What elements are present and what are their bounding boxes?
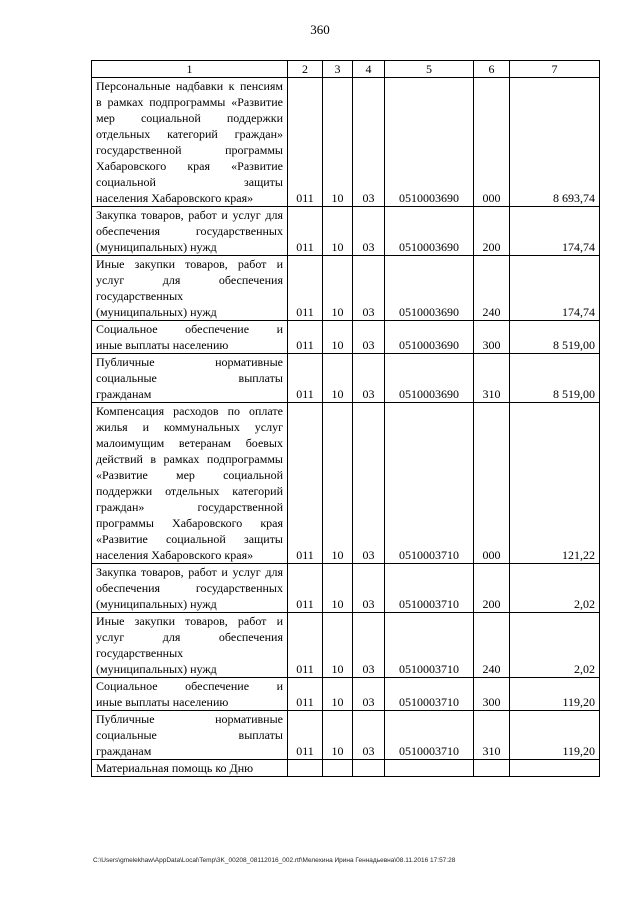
expense-name [92,207,288,256]
expense-name-line: социальной поддержки [140,111,284,125]
subsection-code: 03 [353,678,385,711]
header-col-5: 5 [385,61,474,78]
expense-name-line: государственных [195,581,283,595]
section-code: 10 [323,678,353,711]
expense-name [92,321,288,354]
ministry-code: 011 [288,613,323,678]
expense-name [92,256,288,321]
table-row [92,321,600,354]
section-code: 10 [323,403,353,564]
header-col-2: 2 [288,61,323,78]
table-row [92,256,600,321]
section-code: 10 [323,207,353,256]
expense-name-line: Публичные нормативные [96,712,283,726]
target-article-code: 0510003690 [385,321,474,354]
expense-name-line: гражданам [96,387,152,401]
section-code [323,760,353,777]
amount: 8 519,00 [510,354,600,403]
ministry-code: 011 [288,256,323,321]
table-row [92,613,600,678]
expense-name-line: боевых действий в рамках [96,436,283,466]
target-article-code: 0510003710 [385,711,474,760]
header-col-7: 7 [510,61,600,78]
subsection-code: 03 [353,613,385,678]
expense-name-line: услуг для обеспечения [96,273,283,287]
section-code: 10 [323,613,353,678]
section-code: 10 [323,256,353,321]
table-row [92,354,600,403]
expense-name-line: граждан» государственной [96,500,283,514]
expense-name-line: населения Хабаровского края» [96,191,254,205]
header-row [92,61,600,78]
amount: 119,20 [510,678,600,711]
header-col-6: 6 [474,61,510,78]
expense-name-line: программы Хабаровского края [96,143,283,173]
expense-name-line: подпрограммы «Развитие мер [96,95,284,125]
expense-type-code: 300 [474,321,510,354]
expense-name-line: иные выплаты населению [96,695,229,709]
expense-name-line: отдельных категорий [165,484,283,498]
target-article-code: 0510003710 [385,678,474,711]
table-row [92,78,600,207]
expense-name-line: (муниципальных) нужд [96,662,217,676]
ministry-code: 011 [288,403,323,564]
expense-name [92,78,288,207]
amount: 8 693,74 [510,78,600,207]
header-col-1: 1 [92,61,288,78]
expense-name-line: пенсиям в рамках [96,79,283,109]
expense-type-code: 000 [474,78,510,207]
header-col-3: 3 [323,61,353,78]
target-article-code: 0510003690 [385,354,474,403]
amount: 121,22 [510,403,600,564]
ministry-code: 011 [288,678,323,711]
expense-name-line: населения Хабаровского края» [96,548,254,562]
table-row [92,403,600,564]
subsection-code [353,760,385,777]
expense-type-code: 310 [474,354,510,403]
expense-name [92,678,288,711]
expense-name [92,403,288,564]
expense-name [92,564,288,613]
header-col-4: 4 [353,61,385,78]
section-code: 10 [323,564,353,613]
expense-name-line: государственных [96,289,184,303]
expense-name-line: Материальная помощь ко Дню [96,761,254,775]
expense-name-line: социальные выплаты [96,371,283,385]
expense-name-line: «Развитие социальной защиты [96,159,283,189]
expense-name-line: иные выплаты населению [96,338,229,352]
expense-name [92,760,288,777]
subsection-code: 03 [353,256,385,321]
expense-name-line: отдельных категорий [96,127,218,141]
target-article-code [385,760,474,777]
expense-type-code: 310 [474,711,510,760]
expense-name-line: «Развитие социальной защиты [96,532,283,546]
amount: 174,74 [510,256,600,321]
amount: 8 519,00 [510,321,600,354]
section-code: 10 [323,354,353,403]
expense-name-line: государственных [96,646,184,660]
target-article-code: 0510003690 [385,78,474,207]
amount: 2,02 [510,613,600,678]
expense-name-line: услуг для обеспечения [96,630,283,644]
expense-name-line: Иные закупки товаров, работ и [96,257,283,271]
subsection-code: 03 [353,78,385,207]
subsection-code: 03 [353,403,385,564]
expense-name [92,354,288,403]
section-code: 10 [323,711,353,760]
expense-name-line: подпрограммы «Развитие мер [96,452,283,482]
expense-name-line: государственных [195,224,283,238]
target-article-code: 0510003690 [385,207,474,256]
ministry-code: 011 [288,321,323,354]
subsection-code: 03 [353,564,385,613]
expense-name-line: социальные выплаты [96,728,283,742]
ministry-code: 011 [288,207,323,256]
subsection-code: 03 [353,207,385,256]
expense-type-code: 000 [474,403,510,564]
ministry-code: 011 [288,354,323,403]
expense-name [92,711,288,760]
expense-name-line: Персональные надбавки к [96,79,235,93]
target-article-code: 0510003690 [385,256,474,321]
expense-name-line: гражданам [96,744,152,758]
subsection-code: 03 [353,321,385,354]
expense-name-line: Закупка товаров, работ и услуг [96,565,261,579]
expense-type-code: 300 [474,678,510,711]
ministry-code: 011 [288,711,323,760]
target-article-code: 0510003710 [385,564,474,613]
expense-name-line: для обеспечения [96,565,284,595]
expense-type-code: 200 [474,564,510,613]
expense-name-line: услуг малоимущим ветеранам [96,420,284,450]
table-row [92,678,600,711]
subsection-code: 03 [353,711,385,760]
target-article-code: 0510003710 [385,403,474,564]
expense-name-line: (муниципальных) нужд [96,597,217,611]
expense-name-line: программы Хабаровского края [96,516,283,530]
ministry-code: 011 [288,564,323,613]
expense-type-code: 240 [474,256,510,321]
table-row [92,207,600,256]
section-code: 10 [323,321,353,354]
expense-name-line: оплате жилья и коммунальных [96,404,283,434]
expense-name-line: (муниципальных) нужд [96,240,217,254]
expense-type-code: 200 [474,207,510,256]
expense-name-line: социальной поддержки [96,468,283,498]
expense-name-line: Социальное обеспечение и [96,679,283,693]
budget-table [91,60,600,777]
table-row [92,564,600,613]
expense-name-line: Компенсация расходов по [96,404,240,418]
table-row [92,711,600,760]
section-code: 10 [323,78,353,207]
expense-name-line: Иные закупки товаров, работ и [96,614,283,628]
amount: 119,20 [510,711,600,760]
expense-name-line: Закупка товаров, работ и услуг [96,208,261,222]
file-path-footer: C:\Users\gmelekhaw\AppData\Local\Temp\3K_00208_08112016_002.rtf\Мелехина Ирина Геннадьевна\08.11.2016 17:57:28 [93,857,456,864]
expense-name-line: для обеспечения [96,208,284,238]
expense-type-code [474,760,510,777]
amount [510,760,600,777]
page-number: 360 [310,22,330,37]
ministry-code: 011 [288,78,323,207]
expense-name-line: граждан» государственной [96,127,283,157]
table-row [92,760,600,777]
amount: 2,02 [510,564,600,613]
expense-name-line: (муниципальных) нужд [96,305,217,319]
expense-name [92,613,288,678]
expense-type-code: 240 [474,613,510,678]
ministry-code [288,760,323,777]
subsection-code: 03 [353,354,385,403]
expense-name-line: Социальное обеспечение и [96,322,283,336]
amount: 174,74 [510,207,600,256]
target-article-code: 0510003710 [385,613,474,678]
expense-name-line: Публичные нормативные [96,355,283,369]
